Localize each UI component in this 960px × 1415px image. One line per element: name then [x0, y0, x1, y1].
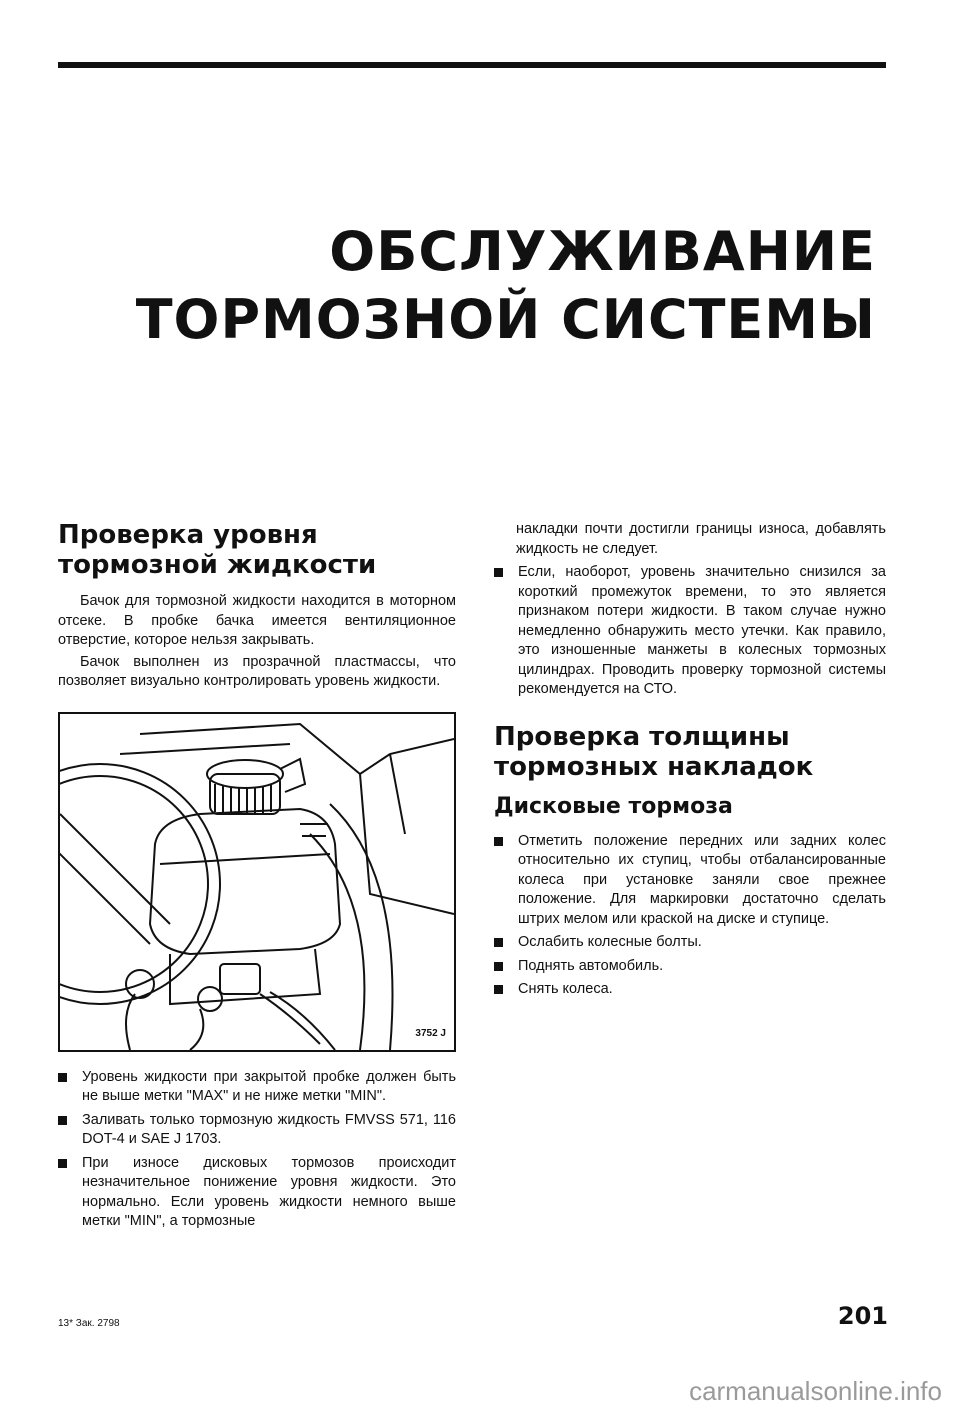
list-item-text: Ослабить колесные болты.	[518, 934, 702, 950]
bullet-square-icon	[494, 568, 503, 577]
section2-bullet-list	[494, 832, 886, 1000]
list-item	[494, 933, 886, 953]
section1-heading-line-2: тормозной жидкости	[58, 550, 377, 580]
title-line-2: ТОРМОЗНОЙ СИСТЕМЫ	[135, 288, 876, 351]
brake-reservoir-drawing	[60, 714, 454, 1050]
section1-bullet-list	[58, 1068, 456, 1232]
list-item-text: Уровень жидкости при закрытой пробке должен быть не выше метки "MAX" и не ниже метки "MIN".	[82, 1068, 456, 1104]
page-number: 201	[837, 1302, 888, 1330]
section2-heading-line-1: Проверка толщины	[494, 721, 790, 752]
list-item-text: Снять колеса.	[518, 981, 613, 997]
list-item	[494, 980, 886, 1000]
page-title	[136, 218, 876, 354]
section1-paragraph: Бачок выполнен из прозрачной пластмассы, что позволяет визуально контролировать уровень жидкости.	[58, 653, 456, 689]
right-bullet-list	[494, 563, 886, 700]
bullet-square-icon	[58, 1116, 67, 1125]
continuation-text: накладки почти достигли границы износа, добавлять жидкость не следует.	[516, 521, 886, 557]
list-item-text: При износе дисковых тормозов происходит незначительное понижение уровня жидкости. Это нормально. Если уровень жидкости немного выше метки "MIN", а тормозные	[82, 1154, 456, 1229]
brake-reservoir-illustration	[58, 712, 456, 1052]
list-item	[58, 1154, 456, 1232]
left-column	[58, 520, 456, 1236]
figure-label: 3752 J	[415, 1028, 446, 1039]
list-item	[494, 957, 886, 977]
list-item	[494, 832, 886, 930]
section2-heading-line-2: тормозных накладок	[494, 751, 814, 782]
list-item-text: Заливать только тормозную жидкость FMVSS 571, 116 DOT-4 и SAE J 1703.	[82, 1111, 456, 1147]
right-column	[494, 520, 886, 1004]
section1-heading	[58, 520, 456, 580]
bullet-square-icon	[494, 938, 503, 947]
bullet-square-icon	[494, 837, 503, 846]
title-line-1: ОБСЛУЖИВАНИЕ	[329, 220, 876, 283]
list-item	[494, 563, 886, 700]
list-item-text: Поднять автомобиль.	[518, 957, 664, 974]
section2-subheading: Дисковые тормоза	[494, 793, 733, 819]
footer-order-number: 13* Зак. 2798	[58, 1318, 120, 1329]
list-item	[58, 1111, 456, 1150]
top-rule	[58, 62, 886, 68]
bullet-square-icon	[494, 962, 503, 971]
bullet-square-icon	[58, 1159, 67, 1168]
watermark: carmanualsonline.info	[689, 1376, 942, 1406]
bullet-square-icon	[494, 985, 503, 994]
list-item-text: Отметить положение передних или задних колес относительно их ступиц, чтобы отбалансированные колеса при установке заняли свое прежнее положение. Для маркировки достаточно сделать штрих мелом или краской на диске и ступице.	[518, 832, 886, 927]
bullet-square-icon	[58, 1073, 67, 1082]
section1-paragraph: Бачок для тормозной жидкости находится в моторном отсеке. В пробке бачка имеется вентиляционное отверстие, которое нельзя закрывать.	[58, 593, 456, 648]
list-item	[58, 1068, 456, 1107]
list-item-text: Если, наоборот, уровень значительно снизился за короткий промежуток времени, то это является признаком потери жидкости. В таком случае нужно немедленно обнаружить место утечки. Как правило, это изношенные манжеты в колесных тормозных цилиндрах. Проводить проверку тормозной системы рекомендуется на СТО.	[518, 564, 886, 697]
section1-heading-line-1: Проверка уровня	[58, 520, 318, 550]
section2-heading	[494, 722, 886, 782]
